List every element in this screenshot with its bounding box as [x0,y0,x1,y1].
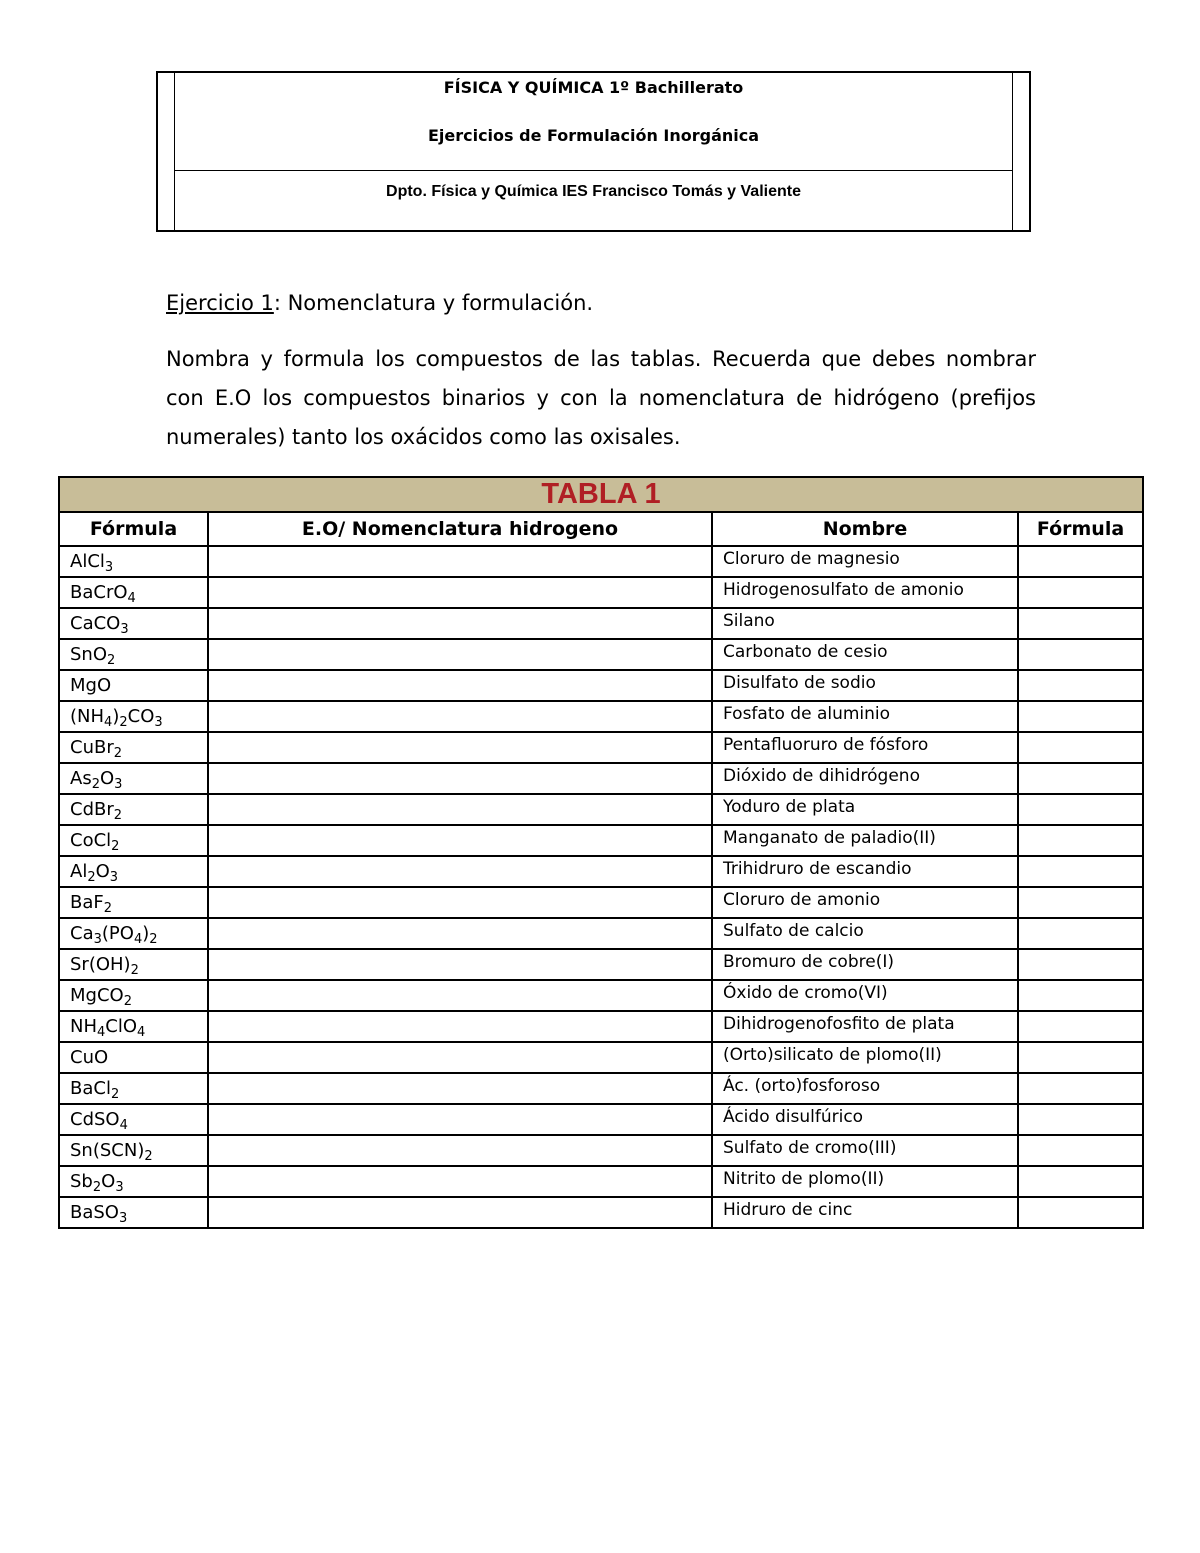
nomenclature-answer-cell[interactable] [208,608,712,639]
table-row [59,639,1143,670]
table-row [59,577,1143,608]
formula-subscript: 3 [104,560,114,575]
compound-name-cell: (Orto)silicato de plomo(II) [712,1042,1018,1073]
formula-subscript: 4 [133,932,143,947]
nomenclature-answer-cell[interactable] [208,546,712,577]
compound-name-cell: Sulfato de cromo(III) [712,1135,1018,1166]
formula-answer-cell[interactable] [1018,980,1143,1011]
formula-text: Sn(SCN) [70,1140,145,1161]
compound-name-cell: Nitrito de plomo(II) [712,1166,1018,1197]
formula-text: ) [112,706,120,727]
formula-answer-cell[interactable] [1018,856,1143,887]
nomenclature-answer-cell[interactable] [208,918,712,949]
exercise-label: Ejercicio 1 [166,291,274,315]
formula-subscript: 3 [154,715,163,730]
nomenclature-answer-cell[interactable] [208,856,712,887]
formula-subscript: 3 [93,932,102,947]
nomenclature-answer-cell[interactable] [208,1197,712,1228]
formula-cell [59,794,208,825]
compound-name-cell: Fosfato de aluminio [712,701,1018,732]
table-row [59,949,1143,980]
formula-text: Sr(OH) [70,954,131,975]
formula-answer-cell[interactable] [1018,1197,1143,1228]
formula-cell [59,949,208,980]
table-row [59,546,1143,577]
header-top-section [175,73,1012,171]
formula-text: CO [127,706,155,727]
nomenclature-answer-cell[interactable] [208,1135,712,1166]
formula-subscript: 2 [123,994,132,1009]
formula-cell [59,1011,208,1042]
formula-text: NH [70,1016,97,1037]
compound-name-cell: Cloruro de magnesio [712,546,1018,577]
formula-answer-cell[interactable] [1018,949,1143,980]
table-row [59,1073,1143,1104]
formula-text: O [99,768,115,789]
nomenclature-answer-cell[interactable] [208,763,712,794]
formula-subscript: 2 [119,715,128,730]
column-header-nomenclature: E.O/ Nomenclatura hidrogeno [208,512,712,546]
nomenclature-answer-cell[interactable] [208,1104,712,1135]
nomenclature-answer-cell[interactable] [208,639,712,670]
formula-cell [59,980,208,1011]
formula-subscript: 3 [114,777,123,792]
formula-text: CdBr [70,799,114,820]
nomenclature-answer-cell[interactable] [208,1042,712,1073]
nomenclature-answer-cell[interactable] [208,1011,712,1042]
formula-subscript: 2 [113,808,123,823]
formula-text: ClO [105,1016,138,1037]
compound-name-cell: Disulfato de sodio [712,670,1018,701]
exercise-title-rest: : Nomenclatura y formulación. [273,291,594,315]
formula-answer-cell[interactable] [1018,608,1143,639]
formula-answer-cell[interactable] [1018,577,1143,608]
compound-name-cell: Ác. (orto)fosforoso [712,1073,1018,1104]
header-inner-frame [174,73,1013,230]
nomenclature-answer-cell[interactable] [208,701,712,732]
formula-text: SnO [70,644,108,665]
formula-cell [59,1197,208,1228]
formula-text: CdSO [70,1109,120,1130]
compound-name-cell: Bromuro de cobre(I) [712,949,1018,980]
formula-subscript: 2 [130,963,139,978]
table-row [59,1042,1143,1073]
compound-name-cell: Trihidruro de escandio [712,856,1018,887]
table-row [59,608,1143,639]
compounds-table [58,476,1144,1229]
formula-subscript: 4 [137,1025,146,1040]
formula-text: ) [142,923,150,944]
formula-answer-cell[interactable] [1018,701,1143,732]
formula-text: O [95,861,110,882]
table-row [59,794,1143,825]
formula-cell [59,1135,208,1166]
formula-subscript: 3 [115,1180,124,1195]
formula-subscript: 2 [144,1149,153,1164]
formula-answer-cell[interactable] [1018,639,1143,670]
table-row [59,1104,1143,1135]
compound-name-cell: Ácido disulfúrico [712,1104,1018,1135]
formula-answer-cell[interactable] [1018,1073,1143,1104]
formula-subscript: 4 [127,591,136,606]
course-title: FÍSICA Y QUÍMICA 1º Bachillerato [443,78,744,97]
formula-answer-cell[interactable] [1018,1042,1143,1073]
nomenclature-answer-cell[interactable] [208,732,712,763]
compound-name-cell: Yoduro de plata [712,794,1018,825]
exercise-heading [166,286,1036,320]
table-caption: TABLA 1 [59,477,1143,512]
formula-text: CaCO [70,613,121,634]
compound-name-cell: Pentafluoruro de fósforo [712,732,1018,763]
nomenclature-answer-cell[interactable] [208,794,712,825]
table-row [59,918,1143,949]
formula-subscript: 2 [113,746,123,761]
formula-answer-cell[interactable] [1018,794,1143,825]
formula-answer-cell[interactable] [1018,825,1143,856]
compound-name-cell: Óxido de cromo(VI) [712,980,1018,1011]
formula-answer-cell[interactable] [1018,1166,1143,1197]
formula-answer-cell[interactable] [1018,887,1143,918]
formula-subscript: 3 [118,1211,128,1226]
exercise-instructions: Nombra y formula los compuestos de las tablas. Recuerda que debes nombrar con E.O los compuestos binarios y con la nomenclatura de hidrógeno (prefijos numerales) tanto los oxácidos como las oxisales. [166,347,1036,449]
table-row [59,887,1143,918]
table-row [59,732,1143,763]
table-row [59,1135,1143,1166]
compound-name-cell: Dihidrogenofosfito de plata [712,1011,1018,1042]
department-line: Dpto. Física y Química IES Francisco Tomás y Valiente [386,183,801,200]
formula-text: MgO [70,675,112,696]
formula-answer-cell[interactable] [1018,670,1143,701]
formula-text: CuO [70,1047,109,1068]
formula-subscript: 3 [109,870,119,885]
formula-answer-cell[interactable] [1018,546,1143,577]
formula-text: BaCrO [70,582,128,603]
compound-name-cell: Hidrogenosulfato de amonio [712,577,1018,608]
formula-cell [59,1166,208,1197]
formula-cell [59,608,208,639]
nomenclature-answer-cell[interactable] [208,887,712,918]
formula-subscript: 2 [111,839,120,854]
compound-name-cell: Manganato de paladio(II) [712,825,1018,856]
formula-cell [59,732,208,763]
formula-text: As [70,768,92,789]
formula-subscript: 4 [97,1025,106,1040]
formula-text: BaSO [70,1202,119,1223]
formula-text: CoCl [70,830,112,851]
table-row [59,763,1143,794]
nomenclature-answer-cell[interactable] [208,980,712,1011]
compound-name-cell: Hidruro de cinc [712,1197,1018,1228]
nomenclature-answer-cell[interactable] [208,1166,712,1197]
column-header-name: Nombre [712,512,1018,546]
formula-text: Al [70,861,88,882]
table-row [59,825,1143,856]
document-header [156,71,1031,232]
formula-cell [59,825,208,856]
formula-text: Ca [70,923,94,944]
formula-text: AlCl [70,551,105,572]
formula-subscript: 2 [91,777,100,792]
formula-subscript: 2 [149,932,158,947]
formula-subscript: 3 [120,622,129,637]
compound-name-cell: Silano [712,608,1018,639]
compound-name-cell: Cloruro de amonio [712,887,1018,918]
formula-subscript: 2 [107,653,116,668]
formula-answer-cell[interactable] [1018,763,1143,794]
nomenclature-answer-cell[interactable] [208,825,712,856]
table-row [59,670,1143,701]
formula-text: O [101,1171,116,1192]
formula-cell [59,1073,208,1104]
table-row [59,856,1143,887]
formula-text: Sb [70,1171,93,1192]
formula-text: (PO [101,923,134,944]
nomenclature-answer-cell[interactable] [208,1073,712,1104]
formula-text: MgCO [70,985,124,1006]
table-row [59,1166,1143,1197]
column-header-formula-answer: Fórmula [1018,512,1143,546]
formula-text: CuBr [70,737,114,758]
formula-subscript: 2 [92,1180,102,1195]
formula-text: BaF [70,892,104,913]
formula-answer-cell[interactable] [1018,1135,1143,1166]
formula-subscript: 2 [110,1087,120,1102]
formula-subscript: 2 [87,870,96,885]
formula-subscript: 4 [119,1118,128,1133]
nomenclature-answer-cell[interactable] [208,670,712,701]
formula-answer-cell[interactable] [1018,1104,1143,1135]
formula-cell [59,856,208,887]
formula-text: (NH [70,706,105,727]
formula-cell [59,1104,208,1135]
worksheet-title: Ejercicios de Formulación Inorgánica [427,126,760,145]
table-row [59,1011,1143,1042]
formula-subscript: 2 [103,901,113,916]
formula-cell [59,701,208,732]
formula-subscript: 4 [104,715,113,730]
formula-cell [59,1042,208,1073]
formula-cell [59,887,208,918]
column-header-formula: Fórmula [59,512,208,546]
nomenclature-answer-cell[interactable] [208,577,712,608]
nomenclature-answer-cell[interactable] [208,949,712,980]
formula-text: BaCl [70,1078,111,1099]
formula-cell [59,577,208,608]
table-body [59,546,1143,1228]
formula-cell [59,639,208,670]
compound-name-cell: Dióxido de dihidrógeno [712,763,1018,794]
compound-name-cell: Sulfato de calcio [712,918,1018,949]
table-row [59,701,1143,732]
formula-answer-cell[interactable] [1018,732,1143,763]
exercise-section [166,286,1036,457]
formula-answer-cell[interactable] [1018,918,1143,949]
formula-answer-cell[interactable] [1018,1011,1143,1042]
formula-cell [59,918,208,949]
compound-name-cell: Carbonato de cesio [712,639,1018,670]
formula-cell [59,546,208,577]
table-row [59,980,1143,1011]
formula-cell [59,670,208,701]
table-row [59,1197,1143,1228]
formula-cell [59,763,208,794]
